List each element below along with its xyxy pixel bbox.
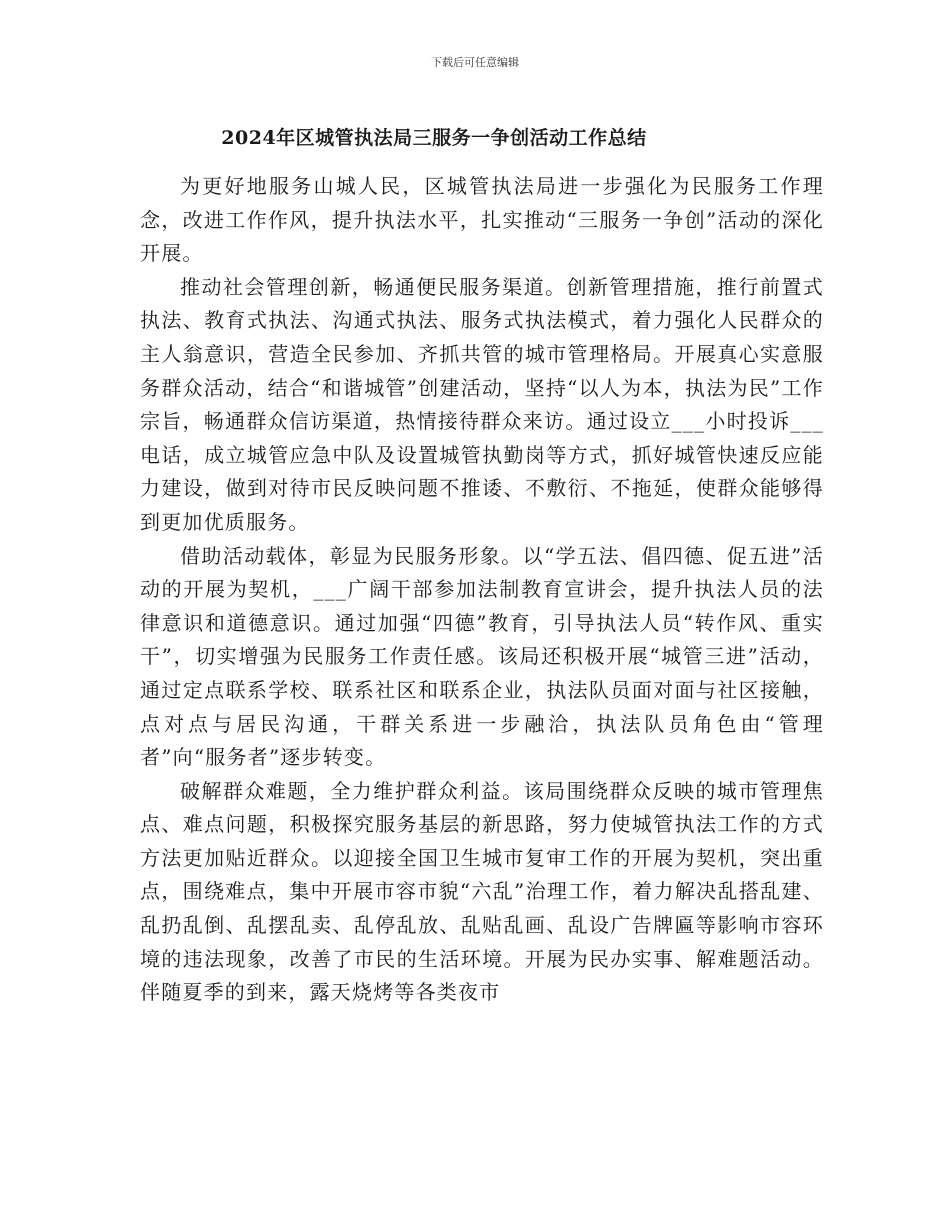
document-body — [140, 170, 824, 1010]
paragraph-activity-carrier: 借助活动载体，彰显为民服务形象。以“学五法、倡四德、促五进”活动的开展为契机，___广阔干部参加法制教育宣讲会，提升执法人员的法律意识和道德意识。通过加强“四德”教育，引导执法人员“转作风、重实干”，切实增强为民服务工作责任感。该局还积极开展“城管三进”活动，通过定点联系学校、联系社区和联系企业，执法队员面对面与社区接触，点对点与居民沟通，干群关系进一步融洽，执法队员角色由“管理者”向“服务者”逐步转变。 — [140, 543, 824, 770]
document-title: 2024年区城管执法局三服务一争创活动工作总结 — [221, 127, 647, 149]
paragraph-management-innovation: 推动社会管理创新，畅通便民服务渠道。创新管理措施，推行前置式执法、教育式执法、沟通式执法、服务式执法模式，着力强化人民群众的主人翁意识，营造全民参加、齐抓共管的城市管理格局。开展真心实意服务群众活动，结合“和谐城管”创建活动，坚持“以人为本，执法为民”工作宗旨，畅通群众信访渠道，热情接待群众来访。通过设立___小时投诉___电话，成立城管应急中队及设置城管执勤岗等方式，抓好城管快速反应能力建设，做到对待市民反映问题不推诿、不敷衍、不拖延，使群众能够得到更加优质服务。 — [140, 274, 824, 534]
header-note: 下载后可任意编辑 — [431, 56, 519, 69]
paragraph-intro: 为更好地服务山城人民，区城管执法局进一步强化为民服务工作理念，改进工作作风，提升执法水平，扎实推动“三服务一争创”活动的深化开展。 — [140, 174, 824, 266]
paragraph-public-problems: 破解群众难题，全力维护群众利益。该局围绕群众反映的城市管理焦点、难点问题，积极探究服务基层的新思路，努力使城管执法工作的方式方法更加贴近群众。以迎接全国卫生城市复审工作的开展为契机，突出重点，围绕难点，集中开展市容市貌“六乱”治理工作，着力解决乱搭乱建、乱扔乱倒、乱摆乱卖、乱停乱放、乱贴乱画、乱设广告牌匾等影响市容环境的违法现象，改善了市民的生活环境。开展为民办实事、解难题活动。伴随夏季的到来，露天烧烤等各类夜市 — [140, 778, 824, 1005]
